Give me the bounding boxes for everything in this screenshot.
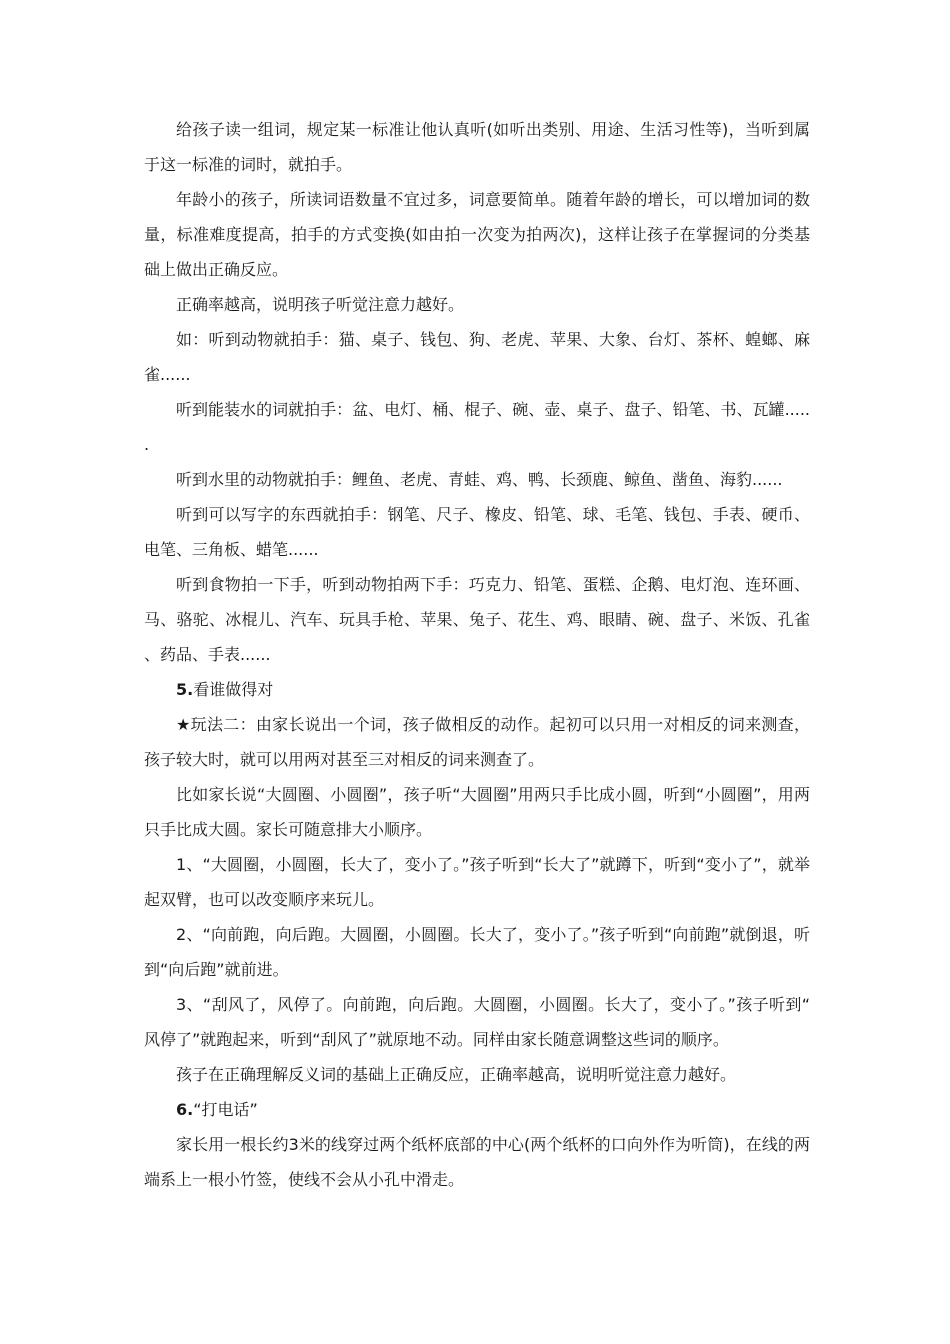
- paragraph-age-difficulty: 年龄小的孩子，所读词语数量不宜过多，词意要简单。随着年龄的增长，可以增加词的数量，标准难度提高，拍手的方式变换(如由拍一次变为拍两次)，这样让孩子在掌握词的分类基础上做出正确反应。: [144, 190, 810, 279]
- paragraph-step-1: 1、“大圆圈，小圆圈，长大了，变小了。”孩子听到“长大了”就蹲下，听到“变小了”，就举起双臂，也可以改变顺序来玩儿。: [144, 855, 810, 909]
- section-number-6: 6.: [176, 1100, 194, 1119]
- paragraph-water-container-example: 听到能装水的词就拍手：盆、电灯、桶、棍子、碗、壶、桌子、盘子、铅笔、书、瓦罐......: [144, 400, 810, 454]
- section-title-6: “打电话”: [193, 1100, 258, 1119]
- document-body: [144, 112, 810, 1197]
- paragraph-game-two: ★玩法二：由家长说出一个词，孩子做相反的动作。起初可以只用一对相反的词来测查，孩子较大时，就可以用两对甚至三对相反的词来测查了。: [144, 715, 810, 769]
- paragraph-step-3: 3、“刮风了，风停了。向前跑，向后跑。大圆圈，小圆圈。长大了，变小了。”孩子听到“风停了”就跑起来，听到“刮风了”就原地不动。同样由家长随意调整这些词的顺序。: [144, 995, 810, 1049]
- paragraph-listening-rule: 给孩子读一组词，规定某一标准让他认真听(如听出类别、用途、生活习性等)，当听到属于这一标准的词时，就拍手。: [144, 120, 810, 174]
- section-title-5: 看谁做得对: [193, 680, 274, 699]
- paragraph-step-2: 2、“向前跑，向后跑。大圆圈，小圆圈。长大了，变小了。”孩子听到“向前跑”就倒退，听到“向后跑”就前进。: [144, 925, 810, 979]
- paragraph-antonym-summary: 孩子在正确理解反义词的基础上正确反应，正确率越高，说明听觉注意力越好。: [176, 1065, 737, 1084]
- paragraph-phone-instructions: 家长用一根长约3米的线穿过两个纸杯底部的中心(两个纸杯的口向外作为听筒)，在线的两端系上一根小竹签，使线不会从小孔中滑走。: [144, 1135, 810, 1189]
- section-heading-6: [144, 1092, 810, 1127]
- paragraph-water-animal-example: 听到水里的动物就拍手：鲤鱼、老虎、青蛙、鸡、鸭、长颈鹿、鲸鱼、凿鱼、海豹......: [176, 470, 783, 489]
- paragraph-animal-example: 如：听到动物就拍手：猫、桌子、钱包、狗、老虎、苹果、大象、台灯、茶杯、蝗螂、麻雀......: [144, 330, 810, 384]
- paragraph-writing-tool-example: 听到可以写字的东西就拍手：钢笔、尺子、橡皮、铅笔、球、毛笔、钱包、手表、硬币、电笔、三角板、蜡笔......: [144, 505, 810, 559]
- section-heading-5: [144, 672, 810, 707]
- section-number-5: 5.: [176, 680, 194, 699]
- paragraph-food-animal-example: 听到食物拍一下手，听到动物拍两下手：巧克力、铅笔、蛋糕、企鹅、电灯泡、连环画、马、骆驼、冰棍儿、汽车、玩具手枪、苹果、兔子、花生、鸡、眼睛、碗、盘子、米饭、孔雀、药品、手表......: [144, 575, 810, 664]
- paragraph-circle-example: 比如家长说“大圆圈、小圆圈”，孩子听“大圆圈”用两只手比成小圆，听到“小圆圈”，用两只手比成大圆。家长可随意排大小顺序。: [144, 785, 810, 839]
- paragraph-accuracy: 正确率越高，说明孩子听觉注意力越好。: [176, 295, 465, 314]
